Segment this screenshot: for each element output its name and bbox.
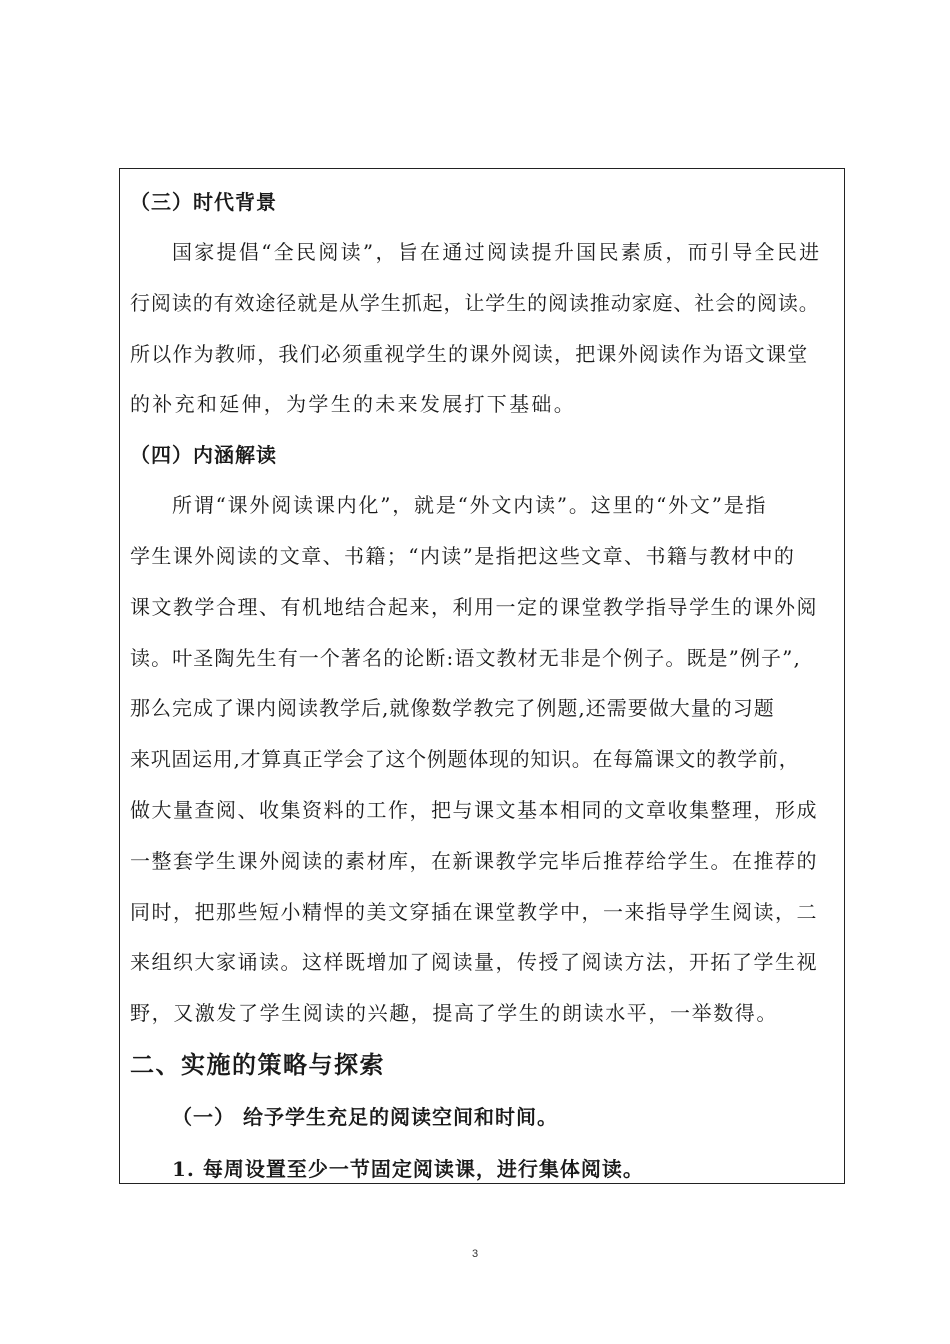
paragraph-line: 同时，把那些短小精悍的美文穿插在课堂教学中，一来指导学生阅读，二: [130, 899, 818, 924]
section-heading-era-background: （三）时代背景: [130, 190, 277, 214]
paragraph-line: 做大量查阅、收集资料的工作，把与课文基本相同的文章收集整理，形成: [130, 797, 818, 822]
part-title-strategies: 二、实施的策略与探索: [130, 1049, 385, 1079]
subsection-title-reading-time: （一） 给予学生充足的阅读空间和时间。: [172, 1104, 558, 1129]
paragraph-line: 一整套学生课外阅读的素材库，在新课教学完毕后推荐给学生。在推荐的: [130, 848, 818, 873]
paragraph-line: 课文教学合理、有机地结合起来，利用一定的课堂教学指导学生的课外阅: [130, 594, 818, 619]
paragraph-line: 行阅读的有效途径就是从学生抓起，让学生的阅读推动家庭、社会的阅读。: [130, 290, 820, 315]
paragraph-line: 来组织大家诵读。这样既增加了阅读量，传授了阅读方法，开拓了学生视: [130, 950, 818, 975]
page-number: 3: [471, 1248, 479, 1260]
paragraph-line: 学生课外阅读的文章、书籍；“内读”是指把这些文章、书籍与教材中的: [130, 543, 796, 568]
list-item-weekly-reading-class: 1. 每周设置至少一节固定阅读课，进行集体阅读。: [172, 1156, 644, 1181]
document-frame: [119, 168, 845, 1184]
paragraph-line: 野，又激发了学生阅读的兴趣，提高了学生的朗读水平，一举数得。: [130, 1001, 778, 1026]
paragraph-line: 所谓“课外阅读课内化”，就是“外文内读”。这里的“外文”是指: [172, 493, 768, 518]
paragraph-era-background: [130, 227, 834, 430]
paragraph-line: 来巩固运用,才算真正学会了这个例题体现的知识。在每篇课文的教学前，: [130, 747, 800, 772]
paragraph-connotation: [130, 480, 834, 1039]
paragraph-line: 的补充和延伸，为学生的未来发展打下基础。: [130, 392, 576, 417]
paragraph-line: 读。叶圣陶先生有一个著名的论断:语文教材无非是个例子。既是”例子”,: [130, 645, 801, 670]
paragraph-line: 那么完成了课内阅读教学后,就像数学教完了例题,还需要做大量的习题: [130, 696, 775, 721]
section-heading-connotation: （四）内涵解读: [130, 443, 277, 468]
paragraph-line: 国家提倡“全民阅读”，旨在通过阅读提升国民素质，而引导全民进: [172, 240, 822, 264]
paragraph-line: 所以作为教师，我们必须重视学生的课外阅读，把课外阅读作为语文课堂: [130, 341, 809, 366]
